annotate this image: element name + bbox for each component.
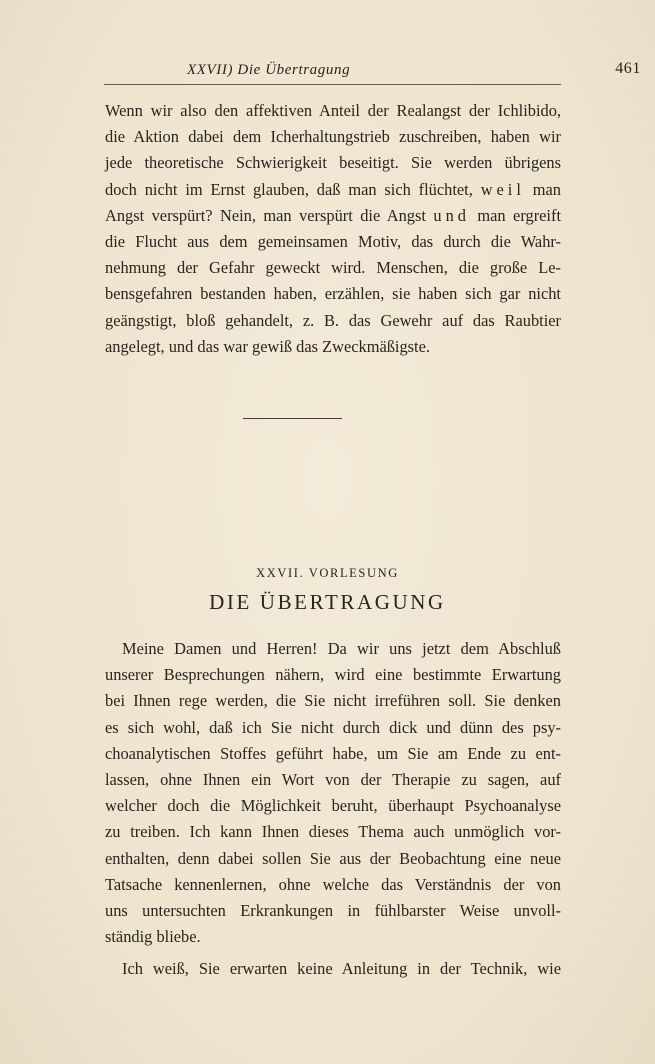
section-separator-rule xyxy=(243,418,342,419)
text-line: Tatsache kennenlernen, ohne welche das Verständnis der von xyxy=(105,874,561,894)
text-line: bei Ihnen rege werden, die Sie nicht irreführen soll. Sie denken xyxy=(105,691,561,711)
text-line: enthalten, denn dabei sollen Sie aus der Beobachtung eine neue xyxy=(105,848,561,868)
spaced-emphasis-word: und xyxy=(433,205,470,225)
text-line: die Aktion dabei dem Icherhaltungstrieb zuschreiben, haben wir xyxy=(105,127,561,147)
running-head-title: XXVII) Die Übertragung xyxy=(187,62,351,78)
text-line: bensgefahren bestanden haben, erzählen, sie haben sich gar nicht xyxy=(105,284,561,304)
running-head xyxy=(100,58,641,82)
text-line: Ich weiß, Sie erwarten keine Anleitung in der Technik, wie xyxy=(122,959,561,978)
text-line: ständig bliebe. xyxy=(105,927,201,947)
paragraph-3 xyxy=(105,956,561,982)
text-line: jede theoretische Schwierigkeit beseitigt. Sie werden übrigens xyxy=(105,153,561,173)
text-line xyxy=(105,203,561,229)
text-line: welcher doch die Möglichkeit beruht, überhaupt Psychoanalyse xyxy=(105,796,561,816)
text-line-start: doch nicht im Ernst glauben, daß man sich flüchtet, xyxy=(105,179,481,199)
text-line-end: man xyxy=(524,179,561,199)
lecture-number: XXVII. VORLESUNG xyxy=(256,566,399,580)
text-line-start: Angst verspürt? Nein, man verspürt die Angst xyxy=(105,205,434,225)
chapter-title: DIE ÜBERTRAGUNG xyxy=(209,590,446,614)
paragraph-1 xyxy=(105,98,561,360)
text-line: es sich wohl, daß ich Sie nicht durch dick und dünn des psy- xyxy=(105,717,561,737)
text-line: choanalytischen Stoffes geführt habe, um Sie am Ende zu ent- xyxy=(105,743,561,763)
text-line: Meine Damen und Herren! Da wir uns jetzt dem Abschluß xyxy=(122,639,561,658)
text-line: zu treiben. Ich kann Ihnen dieses Thema auch unmöglich vor- xyxy=(105,822,561,842)
running-head-rule xyxy=(104,84,561,85)
text-line: Wenn wir also den affektiven Anteil der Realangst der Ichlibido, xyxy=(105,101,561,120)
paragraph-2 xyxy=(105,636,561,950)
text-line: geängstigt, bloß gehandelt, z. B. das Gewehr auf das Raubtier xyxy=(105,310,561,330)
text-line: die Flucht aus dem gemeinsamen Motiv, das durch die Wahr- xyxy=(105,231,561,251)
spaced-emphasis-word: weil xyxy=(480,179,525,199)
text-line: nehmung der Gefahr geweckt wird. Menschen, die große Le- xyxy=(105,258,561,278)
text-line: unserer Besprechungen nähern, wird eine bestimmte Erwartung xyxy=(105,665,561,685)
text-line: uns untersuchten Erkrankungen in fühlbarster Weise unvoll- xyxy=(105,900,561,920)
page-number: 461 xyxy=(615,60,641,77)
text-line: angelegt, und das war gewiß das Zweckmäßigste. xyxy=(105,336,430,356)
text-line xyxy=(105,177,561,203)
text-line-end: man ergreift xyxy=(469,205,561,225)
text-line: lassen, ohne Ihnen ein Wort von der Therapie zu sagen, auf xyxy=(105,769,561,789)
